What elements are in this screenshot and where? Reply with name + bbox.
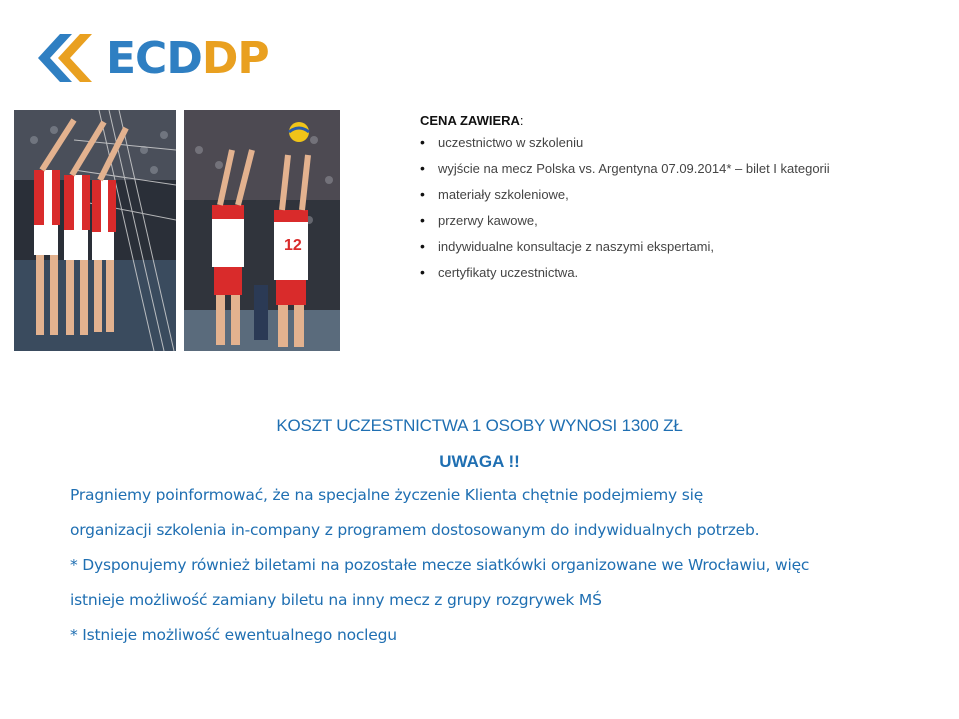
logo-text-ecd: ECD (106, 33, 202, 84)
note-paragraph: * Dysponujemy również biletami na pozostałe mecze siatkówki organizowane we Wrocławiu, więc (70, 556, 810, 574)
logo-wordmark (106, 31, 269, 87)
notes-section (70, 484, 950, 659)
note-paragraph: Pragniemy poinformować, że na specjalne życzenie Klienta chętnie podejmiemy się (70, 486, 704, 504)
price-includes-list (420, 135, 940, 291)
price-includes-section (420, 113, 940, 291)
note-paragraph: organizacji szkolenia in-company z programem dostosowanym do indywidualnych potrzeb. (70, 521, 760, 539)
uwaga-heading: UWAGA !! (439, 452, 520, 471)
price-title-colon: : (519, 113, 524, 128)
list-item: • uczestnictwo w szkoleniu (420, 135, 940, 161)
ecddp-logo (34, 30, 269, 86)
volleyball-block-photo (14, 110, 176, 351)
list-item: • indywidualne konsultacje z naszymi ekspertami, (420, 239, 940, 265)
list-item: • przerwy kawowe, (420, 213, 940, 239)
price-title-text: CENA ZAWIERA (420, 113, 520, 128)
list-item: • wyjście na mecz Polska vs. Argentyna 07.09.2014* – bilet I kategorii (420, 161, 940, 187)
list-item: • certyfikaty uczestnictwa. (420, 265, 940, 291)
logo-chevron-icon (34, 30, 104, 86)
note-paragraph: * Istnieje możliwość ewentualnego noclegu (70, 626, 397, 644)
svg-text:12: 12 (284, 237, 302, 254)
logo-text-dp: DP (201, 33, 269, 84)
participation-cost-heading: KOSZT UCZESTNICTWA 1 OSOBY WYNOSI 1300 ZŁ (276, 416, 683, 435)
volleyball-set-photo (184, 110, 340, 351)
list-item: • materiały szkoleniowe, (420, 187, 940, 213)
note-paragraph: istnieje możliwość zamiany biletu na inny mecz z grupy rozgrywek MŚ (70, 591, 602, 609)
price-includes-title (420, 113, 940, 128)
